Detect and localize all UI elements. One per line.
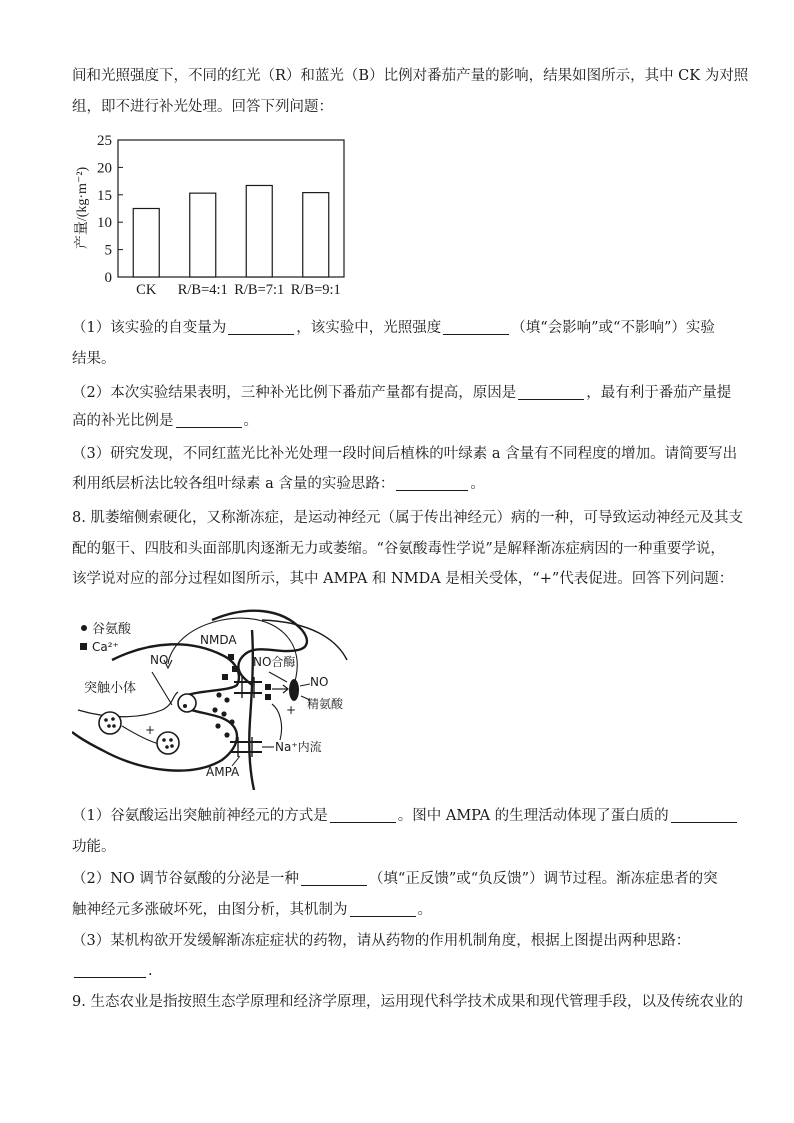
- answer-blank[interactable]: [176, 413, 242, 428]
- no-to-vesicle-arrow: [152, 672, 172, 705]
- q8-p2-text-b: （填“正反馈”或“负反馈”）调节过程。渐冻症患者的突: [368, 871, 718, 887]
- q8-p1-text-b: 。图中 AMPA 的生理活动体现了蛋白质的: [397, 808, 669, 824]
- postsynaptic-membrane-main: [249, 630, 254, 790]
- q7-part3-line1: （3）研究发现，不同红蓝光比补光处理一段时间后植株的叶绿素 a 含量有不同程度的增加。请简要写出: [72, 446, 738, 462]
- bar-2: [246, 185, 272, 277]
- q7-part2-line2: [72, 411, 258, 431]
- ampa-label: AMPA: [206, 765, 240, 779]
- q8-p2-text-d: 。: [417, 902, 432, 918]
- fusing-vesicle: [178, 694, 196, 712]
- no-label-right: NO: [310, 675, 329, 689]
- postsynaptic-membrane-upper: [212, 611, 307, 685]
- q8-p2-text-c: 触神经元多涨破坏死，由图分析，其机制为: [72, 902, 348, 918]
- answer-blank[interactable]: [671, 808, 737, 823]
- q8-p2-text-a: （2）NO 调节谷氨酸的分泌是一种: [72, 871, 299, 887]
- q8-stem-line3: 该学说对应的部分过程如图所示，其中 AMPA 和 NMDA 是相关受体，“+”代表促进。回答下列问题：: [72, 571, 734, 587]
- y-tick-label: 20: [97, 160, 112, 177]
- q7-part2-line1: [72, 383, 731, 403]
- bar-chart: [72, 128, 372, 300]
- answer-blank[interactable]: [518, 385, 584, 400]
- q7-p3-text-c: 。: [470, 476, 485, 492]
- enzyme-arrow: [269, 672, 287, 682]
- y-tick-label: 25: [97, 133, 112, 149]
- answer-blank[interactable]: [350, 902, 416, 917]
- q7-part1-line1: [72, 318, 715, 338]
- x-tick-label: R/B=7:1: [234, 282, 285, 298]
- q8-part1-line1: [72, 806, 739, 826]
- legend-glutamate: 谷氨酸: [92, 622, 132, 637]
- answer-blank[interactable]: [74, 963, 146, 978]
- q8-stem-line1: 8. 肌萎缩侧索硬化，又称渐冻症，是运动神经元（属于传出神经元）病的一种，可导致运动神经元及其支: [72, 510, 743, 526]
- nmda-label: NMDA: [200, 633, 237, 647]
- q7-p2-text-c: 高的补光比例是: [72, 413, 174, 429]
- intro-line-2: 组，即不进行补光处理。回答下列问题：: [72, 99, 333, 115]
- intro-line-1: 间和光照强度下，不同的红光（R）和蓝光（B）比例对番茄产量的影响，结果如图所示，其中 CK 为对照: [72, 68, 749, 84]
- bar-1: [190, 193, 216, 277]
- q7-p2-text-a: （2）本次实验结果表明，三种补光比例下番茄产量都有提高，原因是: [72, 385, 517, 401]
- y-tick-label: 0: [104, 270, 112, 286]
- q8-stem-line2: 配的躯干、四肢和头面部肌肉逐渐无力或萎缩。“谷氨酸毒性学说”是解释渐冻症病因的一种重要学说，: [72, 541, 725, 557]
- q8-p1-text-a: （1）谷氨酸运出突触前神经元的方式是: [72, 808, 328, 824]
- q7-part1-line2: 结果。: [72, 351, 116, 367]
- q8-part1-line2: 功能。: [72, 839, 116, 855]
- na-influx-label: Na⁺内流: [275, 740, 322, 754]
- q7-part3-line2: [72, 474, 485, 494]
- answer-blank[interactable]: [330, 808, 396, 823]
- legend-calcium: Ca²⁺: [92, 640, 119, 654]
- q8-part2-line1: [72, 869, 718, 889]
- x-tick-label: CK: [136, 282, 157, 298]
- bar-3: [303, 193, 329, 277]
- arginine-label: 精氨酸: [307, 697, 344, 711]
- x-tick-label: R/B=9:1: [290, 282, 341, 298]
- y-tick-label: 5: [104, 242, 112, 259]
- answer-blank[interactable]: [443, 320, 509, 335]
- synaptic-vesicle: [157, 732, 179, 754]
- vesicle-label: 突触小体: [84, 681, 137, 696]
- glutamate-dot-icon: [81, 625, 87, 631]
- q8-part2-line2: [72, 900, 432, 920]
- synapse-diagram: [72, 600, 372, 790]
- answer-blank[interactable]: [228, 320, 294, 335]
- no-label-left: NO: [150, 653, 169, 667]
- plus-sign-left: +: [145, 723, 156, 737]
- q8-p3-text-b: .: [148, 963, 153, 979]
- answer-blank[interactable]: [396, 476, 468, 491]
- q7-p3-text-b: 利用纸层析法比较各组叶绿素 a 含量的实验思路：: [72, 476, 395, 492]
- q7-p1-text-a: （1）该实验的自变量为: [72, 320, 227, 336]
- y-tick-label: 10: [97, 215, 112, 232]
- no-synthase-icon: [289, 679, 299, 701]
- enzyme-label: NO合酶: [253, 655, 296, 669]
- bar-0: [133, 209, 159, 278]
- synaptic-vesicle: [99, 712, 121, 734]
- na-promote-arrow: [272, 704, 282, 740]
- x-tick-label: R/B=4:1: [177, 282, 228, 298]
- q7-p2-text-b: ，最有利于番茄产量提: [586, 385, 732, 401]
- calcium-square-icon: [80, 643, 87, 650]
- q9-stem-line1: 9. 生态农业是指按照生态学原理和经济学原理，运用现代科学技术成果和现代管理手段，以及传统农业的: [72, 994, 743, 1010]
- q8-part3-line1: （3）某机构欲开发缓解渐冻症症状的药物，请从药物的作用机制角度，根据上图提出两种思路：: [72, 933, 691, 949]
- q8-part3-line2: [72, 961, 153, 981]
- y-tick-label: 15: [97, 187, 112, 204]
- answer-blank[interactable]: [301, 871, 367, 886]
- q7-p2-text-d: 。: [243, 413, 258, 429]
- y-axis-label: 产量/(kg·m⁻²): [75, 166, 90, 250]
- no-production-arrow: [300, 684, 310, 686]
- plus-sign-right: +: [286, 703, 297, 717]
- q7-p1-text-c: （填“会影响”或“不影响”）实验: [511, 320, 715, 336]
- q7-p1-text-b: ，该实验中，光照强度: [296, 320, 442, 336]
